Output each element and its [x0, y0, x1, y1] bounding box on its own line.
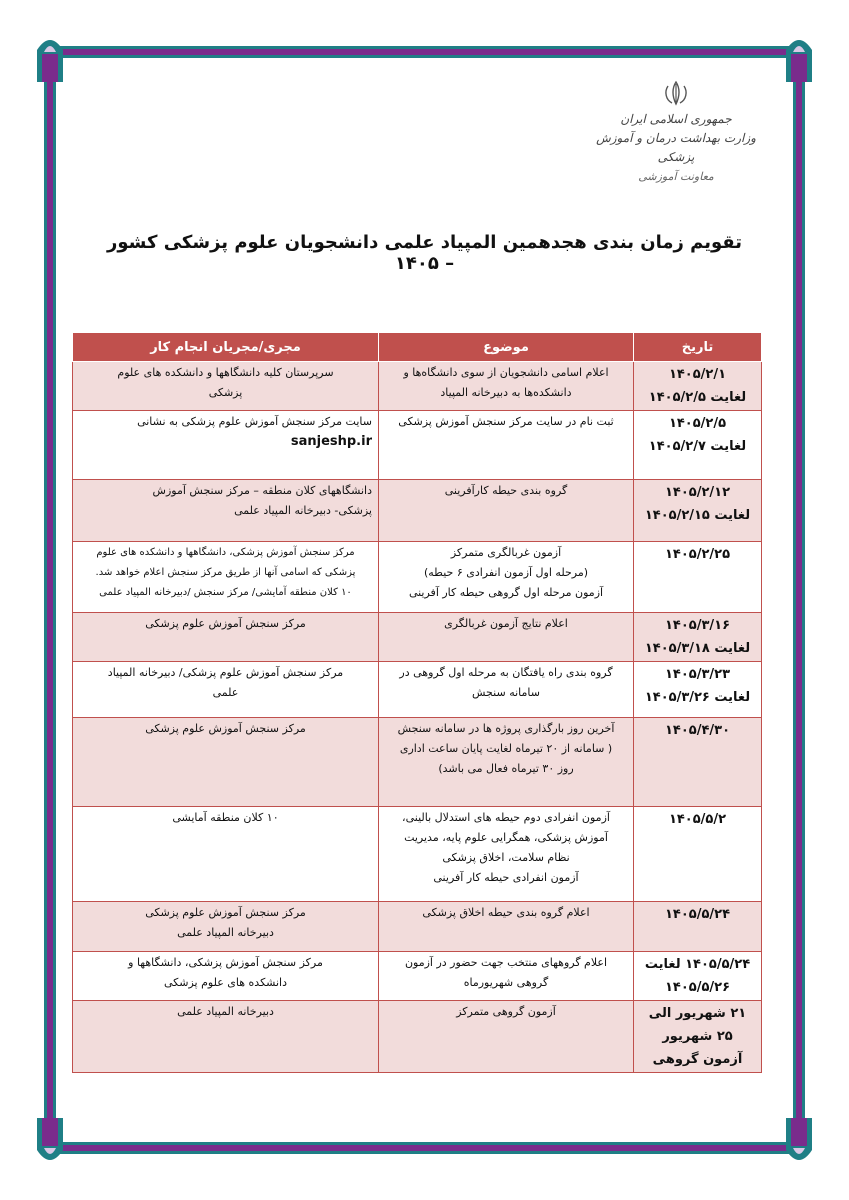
- row-topic: [379, 952, 634, 1001]
- corner-ornament-icon: [37, 1118, 63, 1166]
- row-date: [634, 1001, 762, 1073]
- table-row: [73, 807, 762, 902]
- row-topic: [379, 613, 634, 662]
- date-line: ۱۴۰۵/۲/۱: [668, 367, 727, 382]
- row-date: [634, 362, 762, 411]
- topic-line: (مرحله اول آزمون انفرادی ۶ حیطه): [423, 566, 589, 579]
- row-date: [634, 718, 762, 807]
- corner-ornament-icon: [37, 34, 63, 82]
- table-row: [73, 613, 762, 662]
- table-row: [73, 480, 762, 542]
- row-date: [634, 662, 762, 718]
- frame-left-border: [44, 58, 56, 1142]
- topic-line: ( سامانه از ۲۰ تیرماه لغایت پایان ساعت اداری: [399, 742, 613, 755]
- row-date: [634, 542, 762, 613]
- executor-line: مرکز سنجش آموزش علوم پزشکی/ دبیرخانه المپیاد: [107, 666, 344, 679]
- corner-ornament-icon: [786, 1118, 812, 1166]
- executor-line: پزشکی که اسامی آنها از طریق مرکز سنجش اعلام خواهد شد.: [95, 567, 356, 578]
- topic-line: آزمون گروهی متمرکز: [456, 1005, 556, 1018]
- topic-line: ثبت نام در سایت مرکز سنجش آموزش پزشکی: [398, 415, 614, 428]
- date-line: آزمون گروهی: [652, 1052, 743, 1067]
- date-line: ۱۴۰۵/۲/۱۲: [664, 485, 731, 500]
- ministry-logo: [591, 80, 761, 186]
- frame-top-border: [60, 46, 789, 58]
- schedule-table: [72, 332, 762, 1073]
- date-line: ۱۴۰۵/۳/۲۳: [664, 667, 731, 682]
- topic-line: آزمون مرحله اول گروهی حیطه کار آفرینی: [408, 586, 604, 599]
- table-row: [73, 411, 762, 480]
- table-row: [73, 952, 762, 1001]
- date-line: ۱۴۰۵/۲/۵: [668, 416, 727, 431]
- row-topic: [379, 1001, 634, 1073]
- row-executor: [73, 411, 379, 480]
- row-executor: [73, 542, 379, 613]
- date-line: ۱۴۰۵/۲/۲۵: [664, 547, 731, 562]
- topic-line: گروه بندی حیطه کارآفرینی: [444, 484, 568, 497]
- topic-line: اعلام گروه بندی حیطه اخلاق پزشکی: [422, 906, 590, 919]
- date-line: ۱۴۰۵/۵/۲: [668, 812, 727, 827]
- header-executor: مجری/مجریان انجام کار: [73, 333, 379, 362]
- row-executor: [73, 480, 379, 542]
- header-date: تاریخ: [634, 333, 762, 362]
- executor-line: مرکز سنجش آموزش پزشکی، دانشگاهها و: [128, 956, 323, 969]
- date-line: ۱۴۰۵/۳/۱۶: [664, 618, 731, 633]
- date-line: لغایت ۱۴۰۵/۳/۲۶: [644, 690, 751, 705]
- logo-line-deputy: معاونت آموزشی: [638, 170, 714, 183]
- topic-line: نظام سلامت، اخلاق پزشکی: [442, 851, 570, 864]
- row-executor: [73, 807, 379, 902]
- topic-line: آخرین روز بارگذاری پروژه ها در سامانه سنجش: [397, 722, 615, 735]
- frame-right-border: [793, 58, 805, 1142]
- executor-line: سرپرستان کلیه دانشگاهها و دانشکده های علوم: [117, 366, 334, 379]
- executor-line: ۱۰ کلان منطقه آمایشی/ مرکز سنجش /دبیرخانه المپیاد علمی: [99, 587, 352, 598]
- table-row: [73, 718, 762, 807]
- row-date: [634, 807, 762, 902]
- executor-line: مرکز سنجش آموزش علوم پزشکی: [145, 906, 306, 919]
- row-date: [634, 480, 762, 542]
- executor-line: علمی: [212, 686, 239, 699]
- date-line: لغایت ۱۴۰۵/۲/۷: [648, 439, 747, 454]
- row-executor: [73, 362, 379, 411]
- table-row: [73, 362, 762, 411]
- header-topic: موضوع: [379, 333, 634, 362]
- executor-line: دانشکده های علوم پزشکی: [164, 976, 287, 989]
- topic-line: آزمون غربالگری متمرکز: [450, 546, 562, 559]
- topic-line: دانشکده‌ها به دبیرخانه المپیاد: [440, 386, 572, 399]
- row-topic: [379, 362, 634, 411]
- row-executor: [73, 662, 379, 718]
- date-line: لغایت ۱۴۰۵/۲/۱۵: [644, 508, 751, 523]
- row-topic: [379, 807, 634, 902]
- executor-line: مرکز سنجش آموزش پزشکی، دانشگاهها و دانشکده های علوم: [96, 547, 355, 558]
- row-executor: [73, 718, 379, 807]
- executor-line: مرکز سنجش آموزش علوم پزشکی: [145, 617, 306, 630]
- topic-line: گروه بندی راه یافتگان به مرحله اول گروهی در: [399, 666, 613, 679]
- topic-line: آزمون انفرادی حیطه کار آفرینی: [433, 871, 579, 884]
- corner-ornament-icon: [786, 34, 812, 82]
- executor-line: دبیرخانه المپیاد علمی: [177, 926, 274, 939]
- row-date: [634, 411, 762, 480]
- row-date: [634, 902, 762, 952]
- table-header-row: [73, 333, 762, 362]
- row-topic: [379, 411, 634, 480]
- topic-line: آزمون انفرادی دوم حیطه های استدلال بالینی،: [402, 811, 610, 824]
- date-line: لغایت ۱۴۰۵/۲/۵: [648, 390, 747, 405]
- topic-line: روز ۳۰ تیرماه فعال می باشد): [438, 762, 574, 775]
- frame-bottom-border: [60, 1142, 789, 1154]
- row-date: [634, 952, 762, 1001]
- date-line: ۱۴۰۵/۵/۲۴ لغایت: [644, 957, 751, 972]
- date-line: لغایت ۱۴۰۵/۳/۱۸: [644, 641, 751, 656]
- row-topic: [379, 480, 634, 542]
- sanjesh-website-link[interactable]: sanjeshp.ir: [290, 434, 372, 449]
- iran-emblem-icon: [662, 80, 690, 106]
- logo-line-country: جمهوری اسلامی ایران: [620, 112, 732, 126]
- row-executor: [73, 1001, 379, 1073]
- table-row: [73, 1001, 762, 1073]
- table-row: [73, 902, 762, 952]
- executor-line: مرکز سنجش آموزش علوم پزشکی: [145, 722, 306, 735]
- date-line: ۲۱ شهریور الی ۲۵ شهریور: [648, 1006, 747, 1044]
- topic-line: اعلام اسامی دانشجویان از سوی دانشگاه‌ها و: [403, 366, 609, 379]
- executor-line: دبیرخانه المپیاد علمی: [177, 1005, 274, 1018]
- table-row: [73, 542, 762, 613]
- date-line: ۱۴۰۵/۵/۲۶: [664, 980, 731, 995]
- executor-line: پزشکی- دبیرخانه المپیاد علمی: [234, 504, 372, 517]
- table-row: [73, 662, 762, 718]
- row-date: [634, 613, 762, 662]
- row-executor: [73, 613, 379, 662]
- executor-line: سایت مرکز سنجش آموزش علوم پزشکی به نشانی: [137, 415, 372, 428]
- date-line: ۱۴۰۵/۵/۲۴: [664, 907, 731, 922]
- row-topic: [379, 662, 634, 718]
- topic-line: اعلام نتایج آزمون غربالگری: [444, 617, 568, 630]
- executor-line: پزشکی: [208, 386, 243, 399]
- topic-line: آموزش پزشکی، همگرایی علوم پایه، مدیریت: [404, 831, 608, 844]
- date-line: ۱۴۰۵/۴/۳۰: [664, 723, 731, 738]
- executor-line: ۱۰ کلان منطقه آمایشی: [172, 811, 279, 824]
- topic-line: گروهی شهریورماه: [463, 976, 549, 989]
- row-executor: [73, 902, 379, 952]
- row-executor: [73, 952, 379, 1001]
- topic-line: سامانه سنجش: [472, 686, 540, 699]
- row-topic: [379, 902, 634, 952]
- row-topic: [379, 542, 634, 613]
- logo-line-ministry: وزارت بهداشت درمان و آموزش پزشکی: [596, 131, 756, 164]
- topic-line: اعلام گروههای منتخب جهت حضور در آزمون: [404, 956, 608, 969]
- executor-line: دانشگاههای کلان منطقه – مرکز سنجش آموزش: [152, 484, 372, 497]
- page-title: تقویم زمان بندی هجدهمین المپیاد علمی دانشجویان علوم پزشکی کشور – ۱۴۰۵: [107, 232, 742, 274]
- row-topic: [379, 718, 634, 807]
